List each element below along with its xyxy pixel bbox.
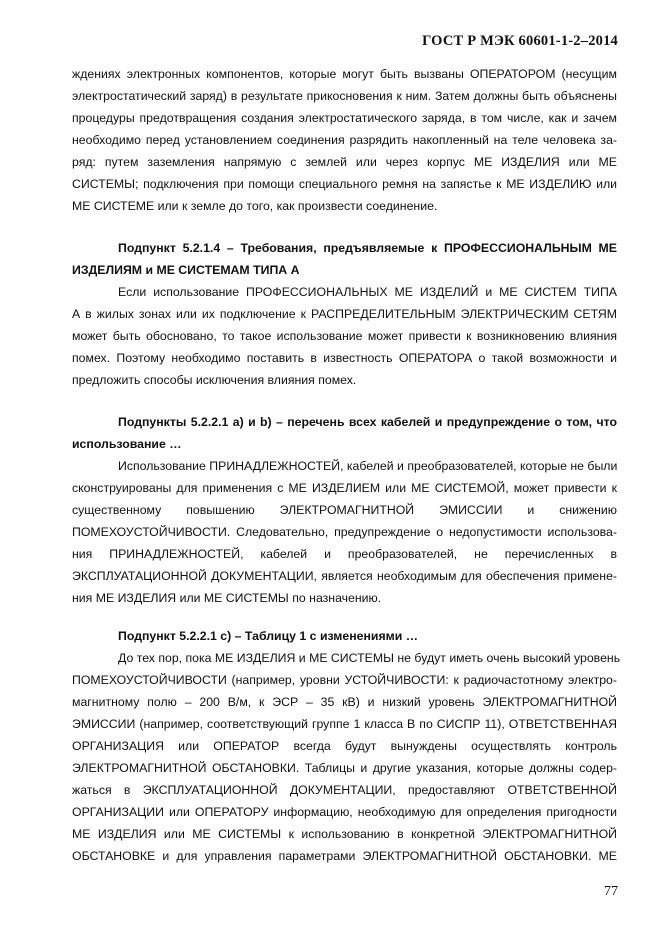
text-line: ждениях электронных компонентов, которые могут быть вызваны ОПЕРАТОРОМ (несущим <box>72 67 617 81</box>
text-line: ЭМИССИИ (например, соответствующий группе 1 класса В по СИСПР 11), ОТВЕТСТВЕННАЯ <box>72 717 617 731</box>
section-heading: Подпункт 5.2.2.1 с) – Таблицу 1 с изменениями … <box>118 629 419 643</box>
text-line: ПОМЕХОУСТОЙЧИВОСТИ. Следовательно, предупреждение о недопустимости использова- <box>72 525 617 539</box>
text-line: ния ПРИНАДЛЕЖНОСТЕЙ, кабелей и преобразователей, не перечисленных в <box>72 547 617 561</box>
text-line: процедуры предотвращения создания электростатического заряда, в том числе, как и зачем <box>72 111 617 125</box>
text-line: А в жилых зонах или их подключение к РАСПРЕДЕЛИТЕЛЬНЫМ ЭЛЕКТРИЧЕСКИМ СЕТЯМ <box>72 307 617 321</box>
text-line: электростатический заряд) в результате прикосновения к ним. Затем должны быть объяснены <box>72 89 617 103</box>
text-line: магнитному полю – 200 В/м, к ЭСР – 35 кВ) и низкий уровень ЭЛЕКТРОМАГНИТНОЙ <box>72 695 617 709</box>
text-line: ЭКСПЛУАТАЦИОННОЙ ДОКУМЕНТАЦИИ, является необходимым для обеспечения примене- <box>72 569 617 583</box>
text-line: ОРГАНИЗАЦИИ или ОПЕРАТОРУ информацию, необходимую для определения пригодности <box>72 805 617 819</box>
text-line: может быть обосновано, то такое использование может привести к возникновению влияния <box>72 329 617 343</box>
text-line: помех. Поэтому необходимо поставить в известность ОПЕРАТОРА о такой возможности и <box>72 351 617 365</box>
text-line: сконструированы для применения с МЕ ИЗДЕЛИЕМ или МЕ СИСТЕМОЙ, может привести к <box>72 481 617 495</box>
intro-paragraph <box>72 63 617 217</box>
document-header-title: ГОСТ Р МЭК 60601-1-2–2014 <box>422 33 618 49</box>
text-line: ряд: путем заземления напрямую с землей или через корпус МЕ ИЗДЕЛИЯ или МЕ <box>72 155 617 169</box>
text-line: МЕ СИСТЕМЕ или к земле до того, как произвести соединение. <box>72 199 438 213</box>
text-line: ОБСТАНОВКЕ и для управления параметрами ЭЛЕКТРОМАГНИТНОЙ ОБСТАНОВКИ. МЕ <box>72 849 617 863</box>
text-line: жаться в ЭКСПЛУАТАЦИОННОЙ ДОКУМЕНТАЦИИ, предоставляют ОТВЕТСТВЕННОЙ <box>72 783 617 797</box>
document-body <box>72 63 621 867</box>
text-line: ПОМЕХОУСТОЙЧИВОСТИ (например, уровни УСТОЙЧИВОСТИ: к радиочастотному электро- <box>72 673 617 687</box>
text-line: ЭЛЕКТРОМАГНИТНОЙ ОБСТАНОВКИ. Таблицы и другие указания, которые должны содер- <box>72 761 617 775</box>
text-line: Если использование ПРОФЕССИОНАЛЬНЫХ МЕ ИЗДЕЛИЙ и МЕ СИСТЕМ ТИПА <box>118 285 617 299</box>
text-line: необходимо перед установлением соединения разрядить накопленный на теле человека за- <box>72 133 617 147</box>
section-heading: Подпункт 5.2.1.4 – Требования, предъявляемые к ПРОФЕССИОНАЛЬНЫМ МЕ <box>118 241 617 255</box>
text-line: ния МЕ ИЗДЕЛИЯ или МЕ СИСТЕМЫ по назначению. <box>72 591 382 605</box>
text-line: Использование ПРИНАДЛЕЖНОСТЕЙ, кабелей и преобразователей, которые не были <box>118 459 618 473</box>
section-heading: использование … <box>72 437 182 451</box>
text-line: СИСТЕМЫ; подключения при помощи специального ремня на запястье к МЕ ИЗДЕЛИЮ или <box>72 177 617 191</box>
section-heading: ИЗДЕЛИЯМ и МЕ СИСТЕМАМ ТИПА А <box>72 263 300 277</box>
text-line: МЕ ИЗДЕЛИЯ или МЕ СИСТЕМЫ к использованию в конкретной ЭЛЕКТРОМАГНИТНОЙ <box>72 827 617 841</box>
section-5-2-2-1-a-b <box>72 411 617 609</box>
text-line: До тех пор, пока МЕ ИЗДЕЛИЯ и МЕ СИСТЕМЫ не будут иметь очень высокий уровень <box>118 651 621 665</box>
text-line: существенному повышению ЭЛЕКТРОМАГНИТНОЙ ЭМИССИИ и снижению <box>72 503 617 517</box>
section-5-2-2-1-c <box>72 625 621 867</box>
text-line: предложить способы исключения влияния помех. <box>72 373 357 387</box>
section-heading: Подпункты 5.2.2.1 а) и b) – перечень всех кабелей и предупреждение о том, что <box>118 415 617 429</box>
section-5-2-1-4 <box>72 237 617 391</box>
text-line: ОРГАНИЗАЦИЯ или ОПЕРАТОР всегда будут вынуждены осуществлять контроль <box>72 739 617 753</box>
page-number: 77 <box>604 884 618 899</box>
